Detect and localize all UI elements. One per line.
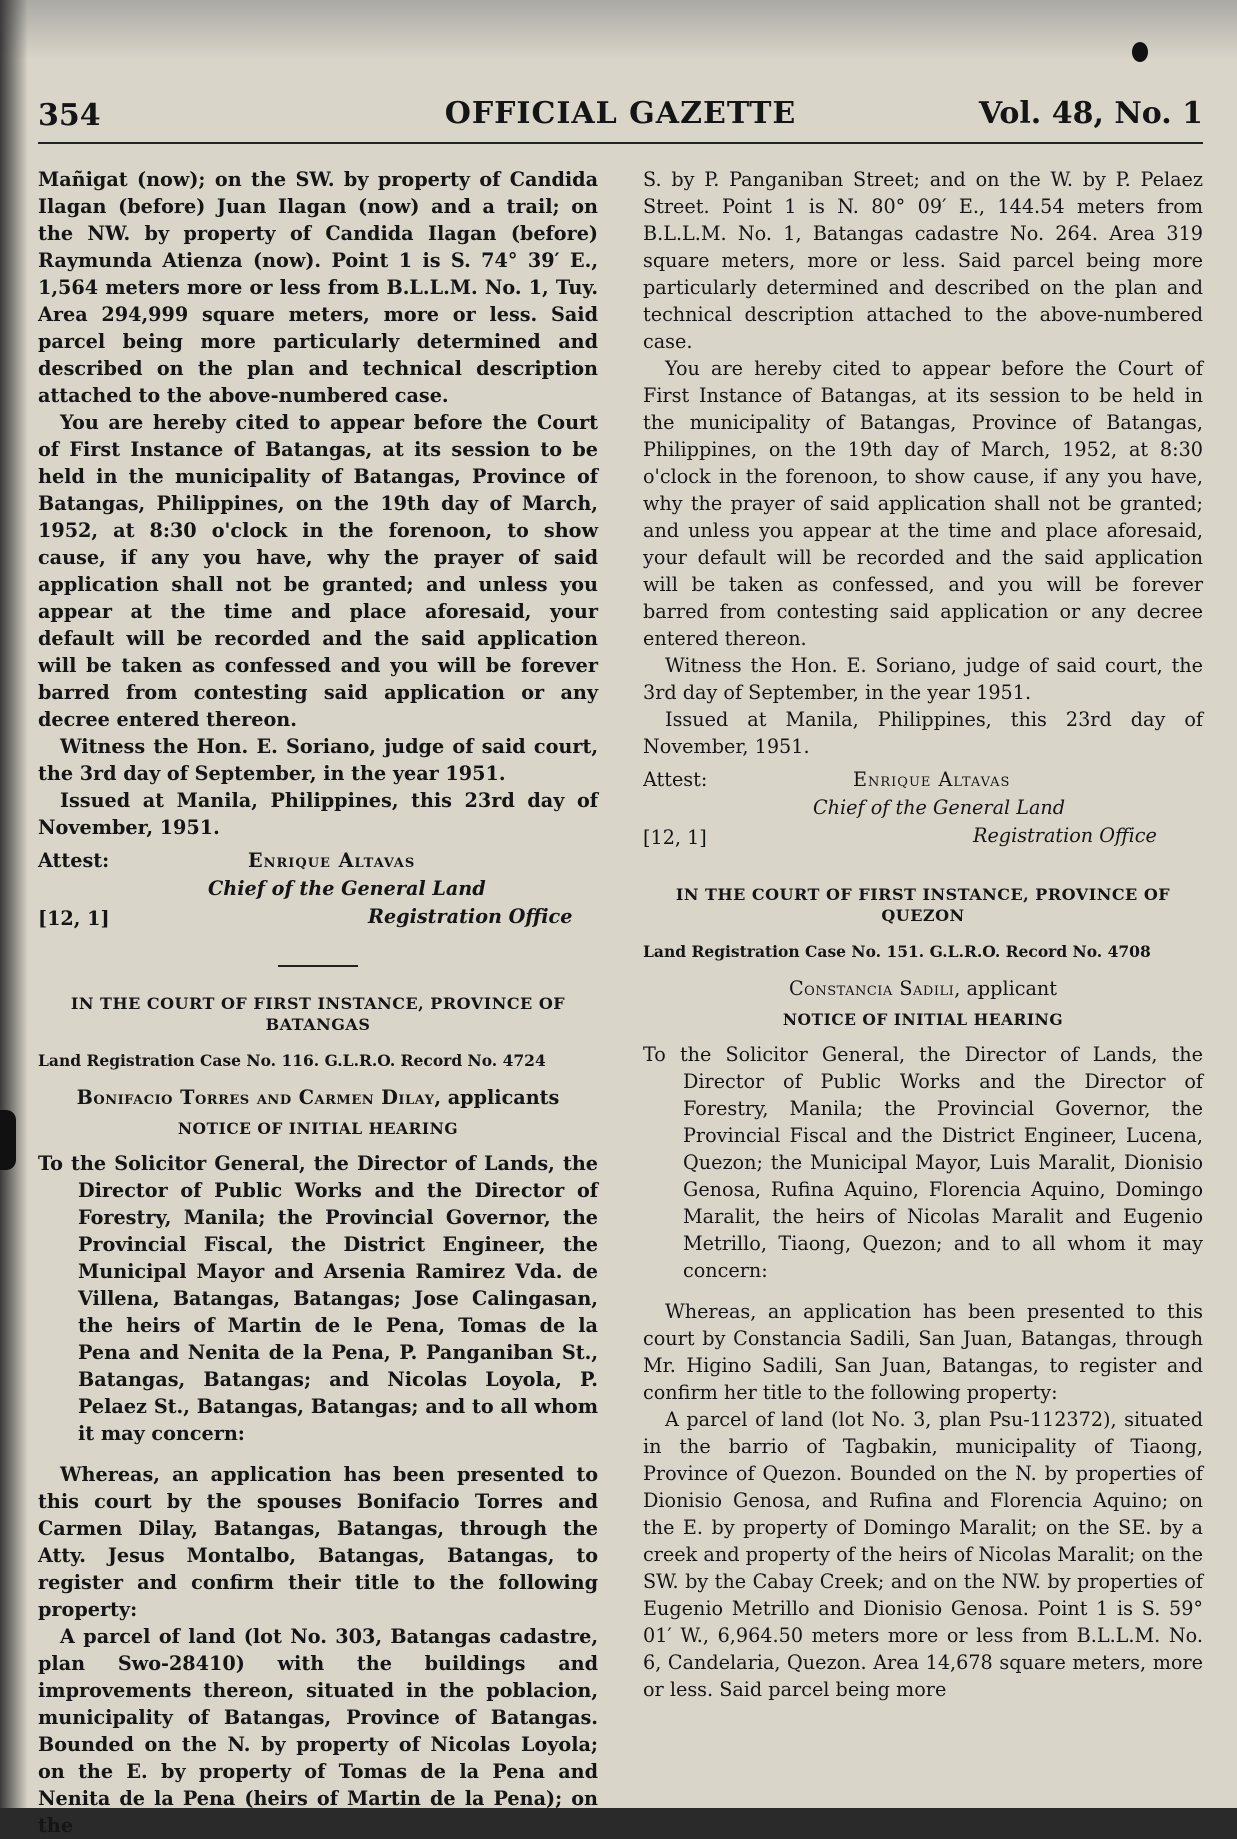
right-parcel: A parcel of land (lot No. 3, plan Psu-112372), situated in the barrio of Tagbakin, municipality of Tiaong, Province of Quezon. Bounded on the N. by properties of Dionisio Genosa, and Rufina and Florencia Aquino; on the E. by property of Domingo Maralit; on the SE. by a creek and property of the heirs of Nicolas Maralit; on the SW. by the Cabay Creek; and on the NW. by properties of Eugenio Metrillo and Dionisio Genosa. Point 1 is S. 59° 01′ W., 6,964.50 meters more or less from B.L.L.M. No. 6, Candelaria, Quezon. Area 14,678 square meters, more or less. Said parcel being more [643,1408,1203,1701]
section-divider [278,965,358,967]
applicant-names: Bonifacio Torres and Carmen Dilay [76,1086,435,1109]
addressees: To the Solicitor General, the Director of Lands, the Director of Public Works and the Director of Forestry, Manila; the Provincial Governor, the Provincial Fiscal and the District Engineer, Lucena, Quezon; the Municipal Mayor, Luis Maralit, Dionisio Genosa, Rufina Aquino, Florencia Aquino, Domingo Maralit, the heirs of Nicolas Maralit and Eugenio Metrillo, Tiaong, Quezon; and to all whom it may concern: [643,1043,1203,1282]
left-witness: Witness the Hon. E. Soriano, judge of said court, the 3rd day of September, in the year 1951. [38,735,598,785]
attest-title: Chief of the General Land [208,877,486,900]
court-heading: IN THE COURT OF FIRST INSTANCE, PROVINCE OF QUEZON [675,885,1171,925]
gazette-page [38,90,1203,1839]
notice-heading: NOTICE OF INITIAL HEARING [177,1119,459,1138]
attest-reference: [12, 1] [38,907,110,930]
attest-name: Enrique Altavas [248,849,416,872]
volume-number: Vol. 48, No. 1 [978,96,1203,131]
attest-label: Attest: [38,849,110,872]
right-issued: Issued at Manila, Philippines, this 23rd day of November, 1951. [643,708,1203,758]
ink-blot [1132,42,1148,62]
left-paragraph-1: Mañigat (now); on the SW. by property of Candida Ilagan (before) Juan Ilagan (now) and a trail; on the NW. by property of Candida Ilagan (before) Raymunda Atienza (now). Point 1 is S. 74° 39′ E., 1,564 meters more or less from B.L.L.M. No. 1, Tuy. Area 294,999 square meters, more or less. Said parcel being more particularly determined and described on the plan and technical description attached to the above-numbered case. [38,168,598,407]
page-number: 354 [38,98,101,133]
right-column [643,166,1203,1839]
left-paragraph-2: You are hereby cited to appear before the Court of First Instance of Batangas, at its session to be held in the municipality of Batangas, Province of Batangas, Philippines, on the 19th day of March, 1952, at 8:30 o'clock in the forenoon, to show cause, if any you have, why the prayer of said application shall not be granted; and unless you appear at the time and place aforesaid, your default will be recorded and the said application will be taken as confessed and you will be forever barred from contesting said application or any decree entered thereon. [38,411,598,731]
addressees: To the Solicitor General, the Director of Lands, the Director of Public Works and the Director of Forestry, Manila; the Provincial Governor, the Provincial Fiscal, the District Engineer, the Municipal Mayor and Arsenia Ramirez Vda. de Villena, Batangas, Batangas; Jose Calingasan, the heirs of Martin de le Pena, Tomas de la Pena and Nenita de la Pena, P. Panganiban St., Batangas, Batangas; and Nicolas Loyola, P. Pelaez St., Batangas, Batangas; and to all whom it may concern: [38,1152,598,1445]
right-witness: Witness the Hon. E. Soriano, judge of said court, the 3rd day of September, in the year 1951. [643,654,1203,704]
applicants-line [38,1084,598,1111]
right-whereas: Whereas, an application has been presented to this court by Constancia Sadili, San Juan, Batangas, through Mr. Higino Sadili, San Juan, Batangas, to register and confirm her title to the following property: [643,1300,1203,1404]
applicant-names: Constancia Sadili [788,977,955,1000]
attest-label: Attest: [643,768,708,791]
attest-office: Registration Office [368,905,573,928]
two-columns [38,166,1203,1839]
applicant-suffix: , applicants [434,1086,560,1109]
left-column [38,166,598,1839]
court-heading: IN THE COURT OF FIRST INSTANCE, PROVINCE OF BATANGAS [70,994,566,1034]
notice-heading: NOTICE OF INITIAL HEARING [782,1010,1064,1029]
attest-reference: [12, 1] [643,826,707,849]
scan-shadow-left [0,0,28,1808]
attest-title: Chief of the General Land [813,796,1066,819]
applicant-suffix: , applicant [954,977,1057,1000]
right-paragraph-2: You are hereby cited to appear before the Court of First Instance of Batangas, at its session to be held in the municipality of Batangas, Province of Batangas, Philippines, on the 19th day of March, 1952, at 8:30 o'clock in the forenoon, to show cause, if any you have, why the prayer of said application shall not be granted; and unless you appear at the time and place aforesaid, your default will be recorded and the said application will be taken as confessed, and you will be forever barred from contesting said application or any decree entered thereon. [643,357,1203,650]
attest-name: Enrique Altavas [853,768,1011,791]
left-parcel: A parcel of land (lot No. 303, Batangas cadastre, plan Swo-28410) with the buildings and improvements thereon, situated in the poblacion, municipality of Batangas, Province of Batangas. Bounded on the N. by property of Nicolas Loyola; on the E. by property of Tomas de la Pena and Nenita de la Pena (heirs of Martin de la Pena); on the [38,1625,598,1837]
applicants-line [643,975,1203,1002]
case-line: Land Registration Case No. 151. G.L.R.O. Record No. 4708 [643,942,1151,961]
left-attest-block [38,847,598,939]
case-line: Land Registration Case No. 116. G.L.R.O. Record No. 4724 [38,1051,546,1070]
page-header [38,90,1203,144]
left-issued: Issued at Manila, Philippines, this 23rd day of November, 1951. [38,789,598,839]
attest-office: Registration Office [973,824,1157,847]
publication-title: OFFICIAL GAZETTE [444,96,797,131]
right-paragraph-1: S. by P. Panganiban Street; and on the W. by P. Pelaez Street. Point 1 is N. 80° 09′ E., 144.54 meters from B.L.L.M. No. 1, Batangas cadastre No. 264. Area 319 square meters, more or less. Said parcel being more particularly determined and described on the plan and technical description attached to the above-numbered case. [643,168,1203,353]
right-attest-block [643,766,1203,858]
left-whereas: Whereas, an application has been presented to this court by the spouses Bonifacio Torres and Carmen Dilay, Batangas, Batangas, through the Atty. Jesus Montalbo, Batangas, Batangas, to register and confirm their title to the following property: [38,1463,598,1621]
binding-tab [0,1110,16,1170]
scan-shadow-top [0,0,1237,60]
